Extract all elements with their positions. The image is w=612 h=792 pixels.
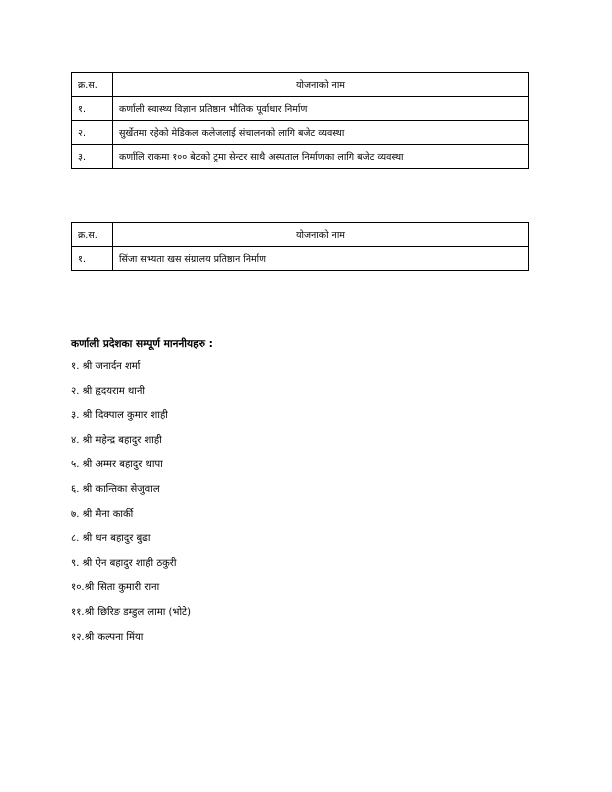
header-serial-number: क्र.स. (72, 73, 113, 97)
row-serial-number: २. (72, 121, 113, 145)
list-item: ७. श्री मैना कार्की (71, 508, 134, 520)
row-project-name: कर्णाली स्वास्थ्य विज्ञान प्रतिष्ठान भौतिक पूर्वाधार निर्माण (113, 97, 529, 121)
table-row (72, 97, 529, 121)
header-project-name: योजनाको नाम (113, 223, 529, 247)
list-item: ११.श्री छिरिङ डम्डुल लामा (भोटे) (71, 606, 191, 618)
list-item: ४. श्री महेन्द्र बहादुर शाही (71, 434, 162, 446)
list-item: ५. श्री अम्मर बहादुर थापा (71, 459, 163, 471)
table-header-row (72, 73, 529, 97)
project-table-one (71, 72, 529, 169)
table-row (72, 247, 529, 271)
row-project-name: सिंजा सभ्यता खस संग्रालय प्रतिष्ठान निर्माण (113, 247, 529, 271)
header-project-name: योजनाको नाम (113, 73, 529, 97)
member-list (71, 358, 191, 653)
list-item: २. श्री हृदयराम थानी (71, 385, 145, 397)
header-serial-number: क्र.स. (72, 223, 113, 247)
table-row (72, 121, 529, 145)
list-item: ९. श्री ऐन बहादुर शाही ठकुरी (71, 557, 177, 569)
row-serial-number: ३. (72, 145, 113, 169)
list-item: ८. श्री धन बहादुर बुढा (71, 533, 151, 545)
row-serial-number: १. (72, 97, 113, 121)
list-item: १. श्री जनार्दन शर्मा (71, 361, 141, 372)
list-item: ६. श्री कान्तिका सेजुवाल (71, 483, 160, 495)
project-table-two (71, 222, 529, 271)
table-header-row (72, 223, 529, 247)
list-item: १२.श्री कल्पना मिंया (71, 631, 144, 643)
members-heading: कर्णाली प्रदेशका सम्पूर्ण माननीयहरु : (71, 338, 213, 350)
row-project-name: कर्णालि राकमा १०० बेटको ट्रमा सेन्टर साथै अस्पताल निर्माणका लागि बजेट व्यवस्था (113, 145, 529, 169)
list-item: १०.श्री सिता कुमारी राना (71, 582, 160, 594)
row-project-name: सुर्खेतमा रहेको मेडिकल कलेजलाई संचालनको लागि बजेट व्यवस्था (113, 121, 529, 145)
list-item: ३. श्री दिक्पाल कुमार शाही (71, 410, 168, 422)
table-row (72, 145, 529, 169)
row-serial-number: १. (72, 247, 113, 271)
